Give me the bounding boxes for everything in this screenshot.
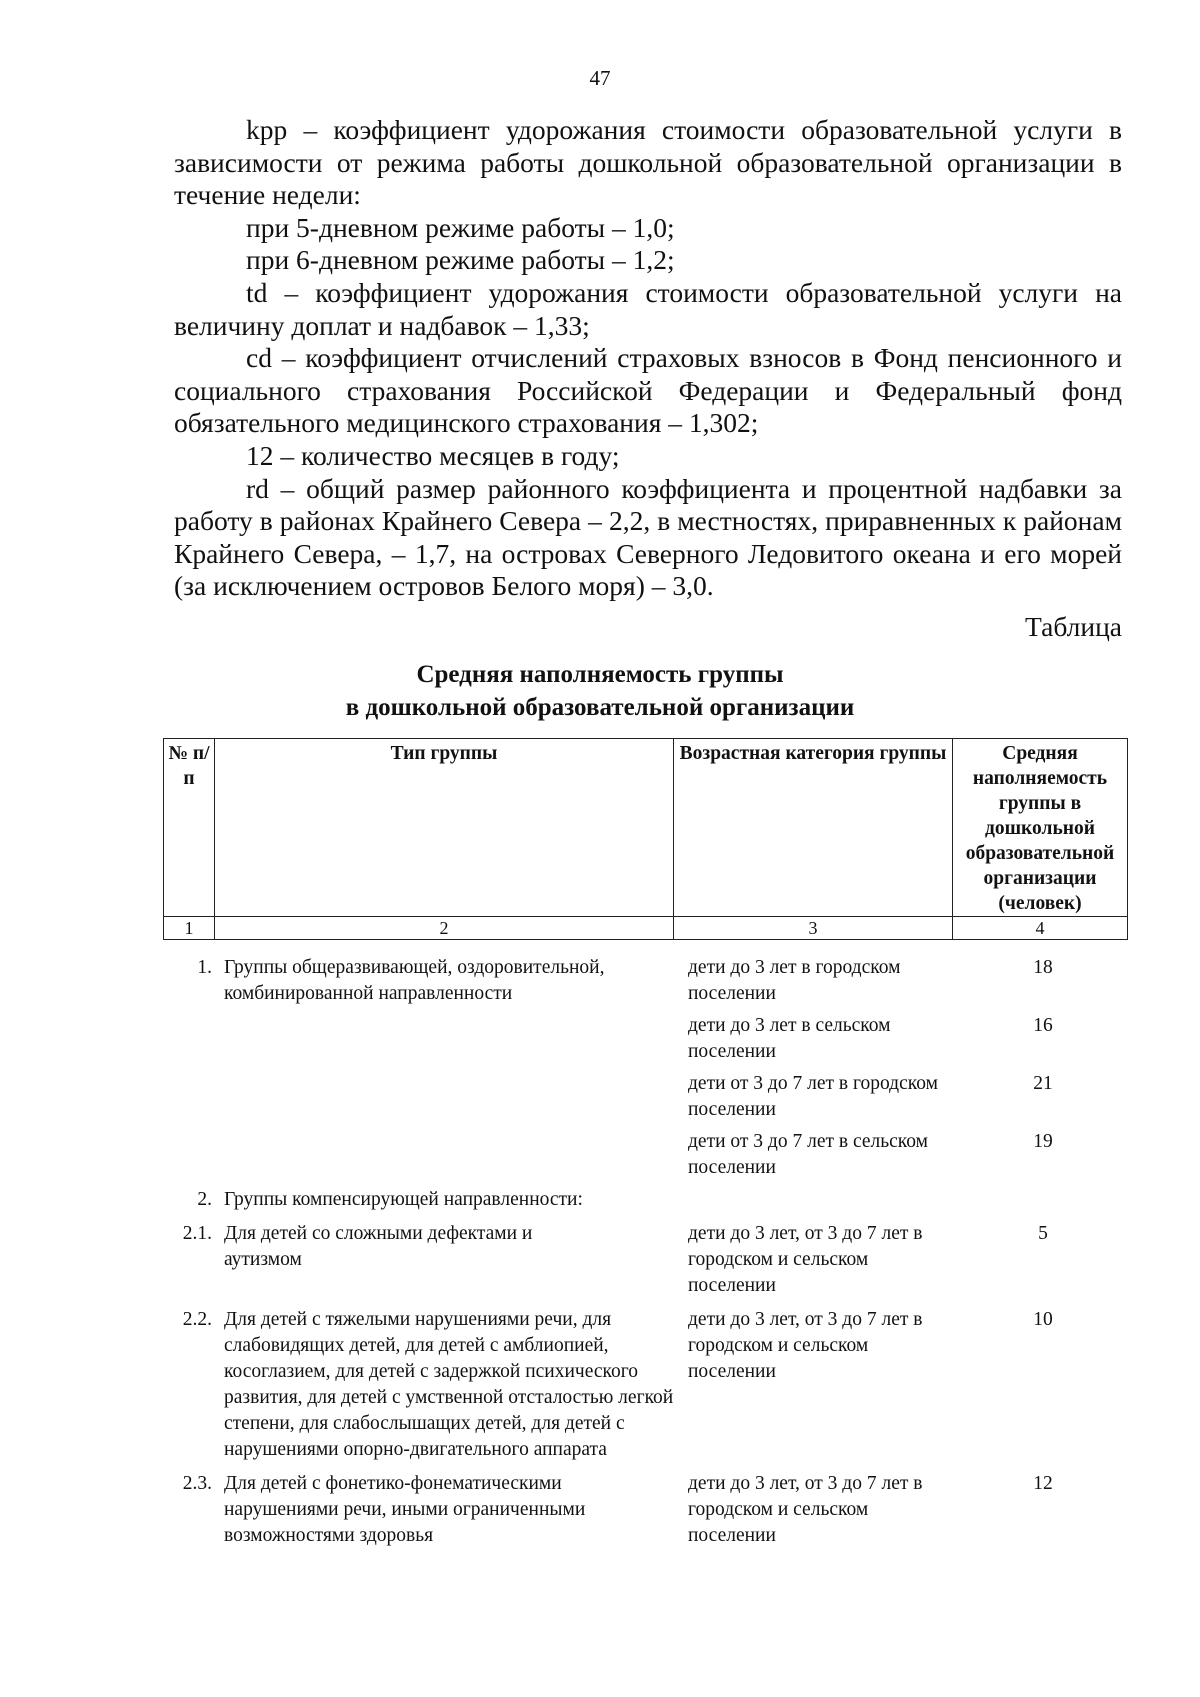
- paragraph: td – коэффициент удорожания стоимости образовательной услуги на величину доплат и надбавок – 1,33;: [174, 276, 1122, 341]
- age-category: дети до 3 лет в сельском поселении: [688, 1015, 891, 1062]
- header-age: Возрастная категория группы: [674, 739, 953, 917]
- average-value: 18: [1033, 957, 1053, 978]
- paragraph: cd – коэффициент отчислений страховых взносов в Фонд пенсионного и социального страхования Российской Федерации и Федеральный фонд обязательного медицинского страхования – 1,302;: [174, 342, 1122, 439]
- age-category: дети от 3 до 7 лет в городском поселении: [688, 1073, 938, 1120]
- column-numbers-row: [164, 917, 1128, 940]
- column-number: 2: [215, 917, 674, 940]
- average-value: 19: [1033, 1131, 1053, 1152]
- header-row: [164, 739, 1128, 917]
- paragraph: kpp – коэффициент удорожания стоимости образовательной услуги в зависимости от режима работы дошкольной образовательной организации в течение недели:: [174, 114, 1122, 211]
- average-value: 10: [1033, 1309, 1053, 1330]
- row-number: 2.: [197, 1189, 212, 1210]
- table-row: [163, 1221, 1128, 1299]
- paragraph: 12 – количество месяцев в году;: [246, 439, 620, 471]
- age-category: дети до 3 лет в городском поселении: [688, 957, 901, 1004]
- row-number: 2.2.: [182, 1309, 212, 1330]
- header-avg: Средняя наполняемость группы в дошкольной образовательной организации (человек): [953, 739, 1128, 917]
- table-label: Таблица: [1025, 611, 1122, 642]
- table-row: [163, 1187, 1128, 1213]
- age-category: дети от 3 до 7 лет в сельском поселении: [688, 1131, 928, 1178]
- column-number: 4: [953, 917, 1128, 940]
- row-number: 2.1.: [182, 1223, 212, 1244]
- column-number: 1: [164, 917, 215, 940]
- row-number: 1.: [197, 957, 212, 978]
- group-type: Для детей с фонетико-фонематическими нарушениями речи, иными ограниченными возможностями здоровья: [224, 1473, 586, 1546]
- caption-line: в дошкольной образовательной организации: [345, 694, 855, 721]
- paragraph: rd – общий размер районного коэффициента и процентной надбавки за работу в районах Крайнего Севера – 2,2, в местностях, приравненных к районам Крайнего Севера, – 1,7, на островах Северного Ледовитого океана и его морей (за исключением островов Белого моря) – 3,0.: [174, 472, 1122, 602]
- average-value: 5: [1038, 1223, 1048, 1244]
- average-value: 21: [1033, 1073, 1053, 1094]
- caption-line: Средняя наполняемость группы: [416, 661, 784, 688]
- age-category: дети до 3 лет, от 3 до 7 лет в городском и сельском поселении: [688, 1309, 923, 1382]
- table-row: [163, 955, 1128, 1181]
- table-header: [163, 738, 1128, 940]
- table-row: [163, 1307, 1128, 1463]
- average-value: 12: [1033, 1473, 1053, 1494]
- row-number: 2.3.: [182, 1473, 212, 1494]
- column-number: 3: [674, 917, 953, 940]
- header-num: № п/п: [164, 739, 215, 917]
- group-type: Группы компенсирующей направленности:: [224, 1189, 583, 1210]
- group-type: Для детей со сложными дефектами и аутизмом: [224, 1223, 533, 1270]
- age-category: дети до 3 лет, от 3 до 7 лет в городском и сельском поселении: [688, 1473, 923, 1546]
- table-body: [163, 955, 1128, 1549]
- page-number: 47: [589, 66, 611, 90]
- group-type: Группы общеразвивающей, оздоровительной, комбинированной направленности: [224, 957, 605, 1004]
- table-caption: [0, 658, 1200, 724]
- header-type: Тип группы: [215, 739, 674, 917]
- paragraph: при 5-дневном режиме работы – 1,0;: [246, 211, 675, 243]
- age-category: дети до 3 лет, от 3 до 7 лет в городском и сельском поселении: [688, 1223, 923, 1296]
- group-type: Для детей с тяжелыми нарушениями речи, для слабовидящих детей, для детей с амблиопией, косоглазием, для детей с задержкой психического развития, для детей с умственной отсталостью легкой степени, для слабослышащих детей, для детей с нарушениями опорно-двигательного аппарата: [224, 1309, 674, 1460]
- body-text: [174, 114, 1122, 603]
- table-row: [163, 1471, 1128, 1549]
- average-value: 16: [1033, 1015, 1053, 1036]
- paragraph: при 6-дневном режиме работы – 1,2;: [246, 244, 675, 276]
